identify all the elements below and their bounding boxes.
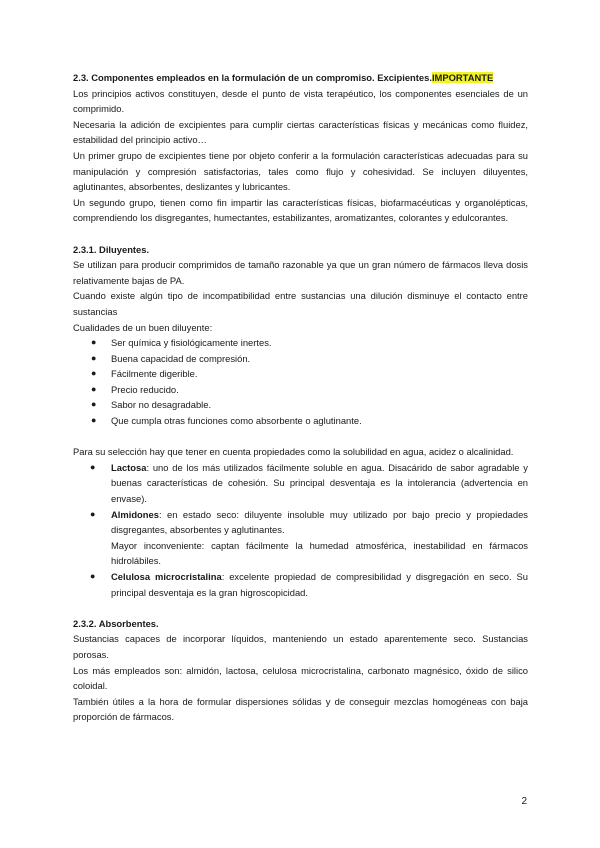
section-2-3-title: 2.3. Componentes empleados en la formulación de un compromiso. Excipientes. [73, 72, 432, 83]
paragraph: Cualidades de un buen diluyente: [73, 321, 213, 333]
bullet-icon: ● [90, 461, 96, 472]
list-item: ● Precio reducido. [73, 382, 528, 398]
list-item: ● Fácilmente digerible. [73, 366, 528, 382]
document-body [73, 70, 528, 725]
paragraph: Los principios activos constituyen, desde el punto de vista terapéutico, los componentes esenciales de un comprimido. [73, 87, 528, 115]
section-2-3-1-heading: 2.3.1. Diluyentes. [73, 243, 150, 255]
paragraph: También útiles a la hora de formular dispersiones sólidas y de conseguir mezclas homogéneas con baja proporción de fármacos. [73, 695, 528, 723]
paragraph: Los más empleados son: almidón, lactosa, celulosa microcristalina, carbonato magnésico, óxido de silico coloidal. [73, 664, 528, 692]
paragraph: Se utilizan para producir comprimidos de tamaño razonable ya que un gran número de fármacos lleva dosis relativamente bajas de PA. [73, 259, 528, 286]
list-item: ● Celulosa microcristalina: excelente propiedad de compresibilidad y disgregación en seco. Su principal desventaja es la gran higroscopicidad. [90, 571, 528, 598]
paragraph: Necesaria la adición de excipientes para cumplir ciertas características físicas y mecánicas como fluidez, estabilidad del principio activo… [73, 118, 528, 146]
list-item: ● Ser química y fisiológicamente inertes. [73, 335, 528, 351]
bullet-icon: ● [91, 337, 97, 348]
page-number: 2 [521, 796, 527, 807]
section-2-3-heading [73, 70, 528, 86]
bullet-icon: ● [91, 352, 97, 363]
bullet-icon: ● [91, 415, 97, 426]
list-item: ● Almidones: en estado seco: diluyente insoluble muy utilizado por bajo precio y propiedades disgregantes, absorbentes y aglutinantes. Mayor inconveniente: captan fácilmente la humedad atmosférica, inestabilidad en fármacos hidrolábiles. [90, 508, 528, 567]
paragraph: Para su selección hay que tener en cuenta propiedades como la solubilidad en agua, acidez o alcalinidad. [73, 446, 514, 458]
list-item: ● Buena capacidad de compresión. [73, 351, 528, 367]
bullet-icon: ● [90, 508, 96, 519]
qualities-list [73, 335, 528, 429]
paragraph: Sustancias capaces de incorporar líquidos, manteniendo un estado aparentemente seco. Sustancias porosas. [73, 633, 528, 660]
diluent-examples-list [73, 460, 528, 600]
bullet-icon: ● [90, 571, 96, 581]
bullet-icon: ● [91, 383, 97, 394]
bullet-icon: ● [91, 368, 97, 379]
section-2-3-2-heading: 2.3.2. Absorbentes. [73, 617, 159, 629]
paragraph: Un primer grupo de excipientes tiene por objeto conferir a la formulación características adecuadas para su manipulación y compresión satisfactorias, tales como flujo y cohesividad. Se incluyen diluyentes, aglutinantes, absorbentes, deslizantes y lubricantes. [73, 149, 528, 193]
paragraph: Un segundo grupo, tienen como fin impartir las características físicas, biofarmacéuticas y organolépticas, comprendiendo los disgregantes, humectantes, estabilizantes, aromatizantes, colorantes y edulcorantes. [73, 196, 528, 224]
list-item: ● Que cumpla otras funciones como absorbente o aglutinante. [73, 413, 528, 429]
bullet-icon: ● [91, 399, 97, 410]
list-item: ● Sabor no desagradable. [73, 397, 528, 413]
list-item: ● Lactosa: uno de los más utilizados fácilmente soluble en agua. Disacárido de sabor agradable y buenas características de cohesión. Su principal desventaja es la intolerancia (advertencia en envase). [90, 461, 528, 505]
paragraph: Cuando existe algún tipo de incompatibilidad entre sustancias una dilución disminuye el contacto entre sustancias [73, 290, 528, 317]
important-highlight: IMPORTANTE [431, 72, 494, 83]
